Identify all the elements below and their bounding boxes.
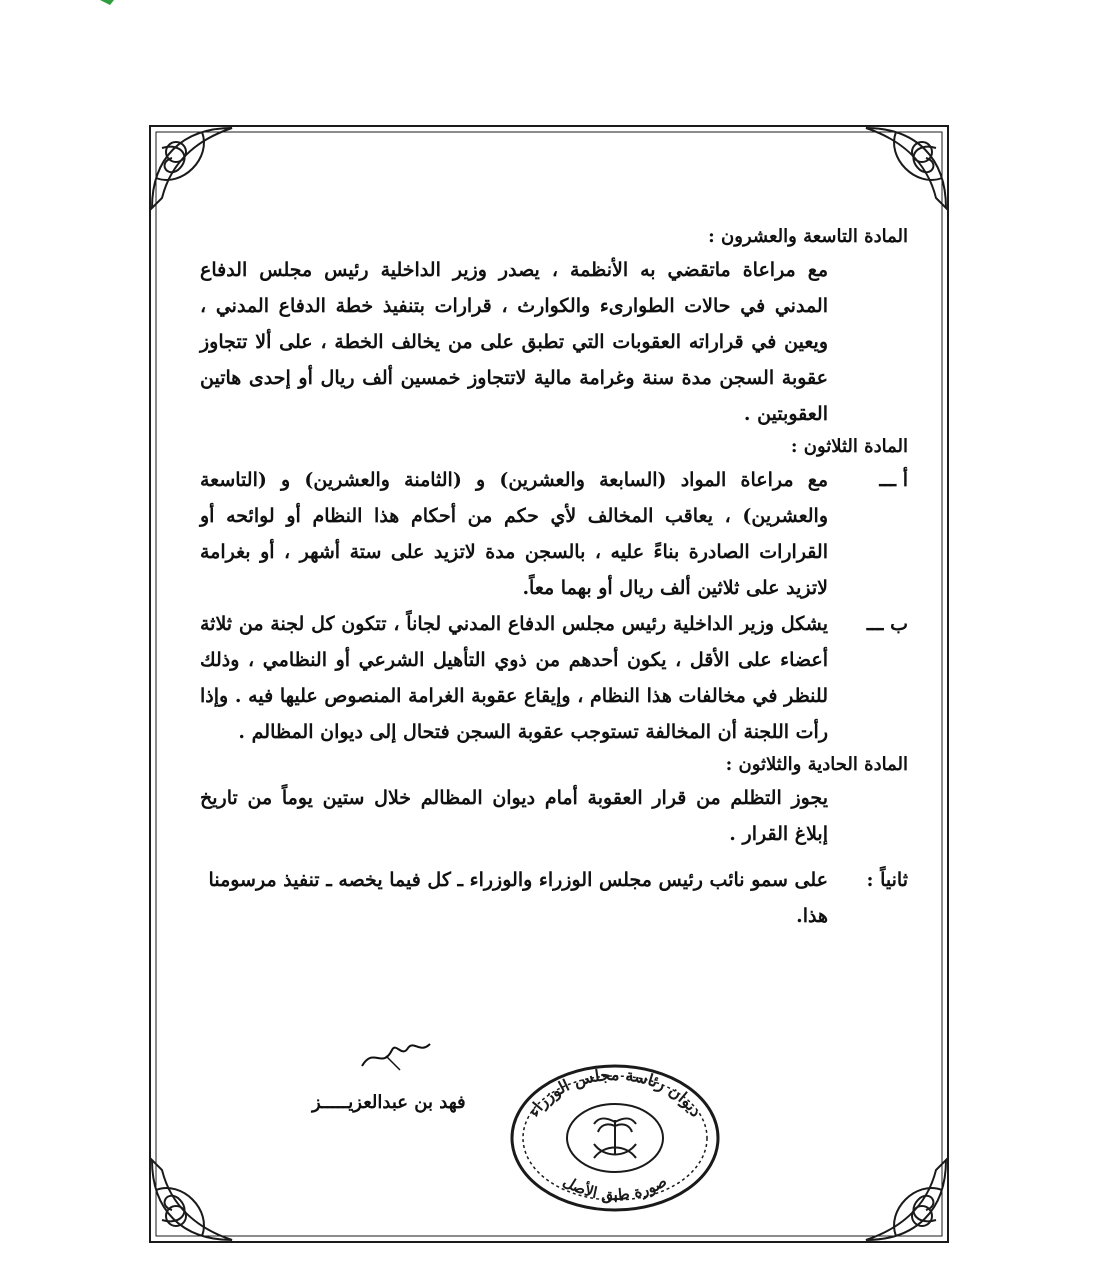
article-30-item-a (200, 462, 908, 606)
second-clause-mark: ثانياً : (866, 869, 908, 891)
item-a-text: مع مراعاة المواد (السابعة والعشرين) و (الثامنة والعشرين) و (التاسعة والعشرين) ، يعاقب المخالف لأي حكم من أحكام هذا النظام أو لوائحه أو القرارات الصادرة بناءً عليه ، بالسجن مدة لاتزيد على ستة أشهر ، أو بغرامة لاتزيد على ثلاثين ألف ريال أو بهما معاً. (200, 469, 828, 599)
second-clause-text: على سمو نائب رئيس مجلس الوزراء والوزراء ـ كل فيما يخصه ـ تنفيذ مرسومنا هذا. (208, 869, 828, 927)
svg-text:صورة طبق الأصل (560, 1172, 670, 1204)
article-30-heading: المادة الثلاثون : (790, 436, 908, 457)
item-b-mark: ب ـــ (866, 613, 908, 635)
item-b-text: يشكل وزير الداخلية رئيس مجلس الدفاع المدني لجاناً ، تتكون كل لجنة من ثلاثة أعضاء على الأقل ، يكون أحدهم من ذوي التأهيل الشرعي أو النظامي ، وذلك للنظر في مخالفات هذا النظام ، وإيقاع عقوبة الغرامة المنصوص عليها فيه . وإذا رأت اللجنة أن المخالفة تستوجب عقوبة السجن فتحال إلى ديوان المظالم . (200, 613, 828, 743)
handwritten-signature (356, 1036, 436, 1076)
green-corner-mark (100, 0, 114, 5)
article-30-item-b (200, 606, 908, 750)
seal-top-text: ديوان رئاسة مجلس الوزراء (524, 1064, 706, 1121)
article-29-body: مع مراعاة ماتقضي به الأنظمة ، يصدر وزير الداخلية رئيس مجلس الدفاع المدني في حالات الطوارىء والكوارث ، قرارات بتنفيذ خطة الدفاع المدني ، ويعين في قراراته العقوبات التي تطبق على من يخالف الخطة ، على ألا تتجاوز عقوبة السجن مدة سنة وغرامة مالية لاتتجاوز خمسين ألف ريال أو إحدى هاتين العقوبتين . (200, 259, 828, 425)
article-31-body: يجوز التظلم من قرار العقوبة أمام ديوان المظالم خلال ستين يوماً من تاريخ إبلاغ القرار . (200, 787, 828, 845)
corner-ornament-top-right (866, 128, 946, 208)
corner-ornament-bottom-right (866, 1160, 946, 1240)
seal-bottom-text: صورة طبق الأصل (559, 1172, 670, 1204)
palm-and-swords-emblem-icon (594, 1118, 636, 1158)
article-29-heading: المادة التاسعة والعشرون : (708, 226, 908, 247)
corner-ornament-top-left (152, 128, 232, 208)
article-31-heading: المادة الحادية والثلاثون : (725, 754, 908, 775)
corner-ornament-bottom-left (152, 1160, 232, 1240)
item-a-mark: أ ـــ (879, 469, 908, 491)
svg-text:ديوان رئاسة مجلس الوزراء (524, 1065, 706, 1120)
document-body (200, 222, 908, 934)
signer-name: فهد بن عبدالعزيـــــز (312, 1092, 466, 1113)
official-seal (508, 1062, 722, 1214)
second-clause (200, 862, 908, 934)
